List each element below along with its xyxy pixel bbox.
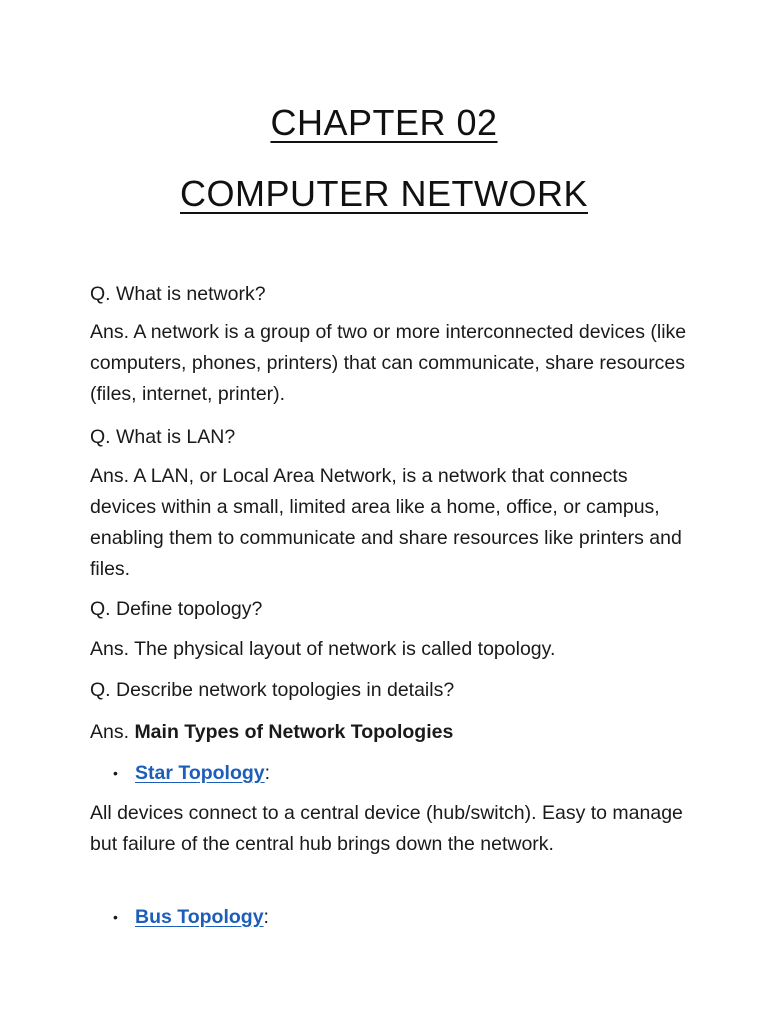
bullet-star-topology — [113, 758, 270, 789]
chapter-subtitle — [0, 172, 768, 216]
question-lan: Q. What is LAN? — [90, 426, 236, 448]
question-topologies-details: Q. Describe network topologies in details? — [90, 679, 455, 701]
bullet-suffix: : — [263, 906, 269, 928]
star-topology-description: All devices connect to a central device (hub/switch). Easy to manage but failure of the central hub brings down the network. — [90, 802, 683, 855]
answer-topologies-details — [90, 717, 690, 748]
star-topology-link[interactable]: Star Topology — [135, 762, 265, 784]
bus-topology-link[interactable]: Bus Topology — [135, 906, 264, 928]
answer-prefix: Ans. — [90, 721, 135, 743]
question-network: Q. What is network? — [90, 283, 266, 305]
chapter-heading — [0, 101, 768, 145]
bullet-icon: • — [113, 765, 118, 781]
bullet-bus-topology — [113, 902, 269, 933]
bullet-suffix: : — [264, 762, 271, 784]
answer-topology: Ans. The physical layout of network is called topology. — [90, 638, 556, 660]
question-topology: Q. Define topology? — [90, 598, 263, 620]
chapter-subtitle-text: COMPUTER NETWORK — [180, 173, 588, 214]
bullet-icon: • — [113, 909, 118, 925]
answer-lan: Ans. A LAN, or Local Area Network, is a network that connects devices within a small, limited area like a home, office, or campus, enabling them to communicate and share resources like printers and files. — [90, 465, 682, 580]
answer-bold-heading: Main Types of Network Topologies — [134, 721, 454, 743]
answer-network: Ans. A network is a group of two or more interconnected devices (like computers, phones, printers) that can communicate, share resources (files, internet, printer). — [90, 321, 687, 405]
chapter-heading-text: CHAPTER 02 — [270, 102, 498, 143]
